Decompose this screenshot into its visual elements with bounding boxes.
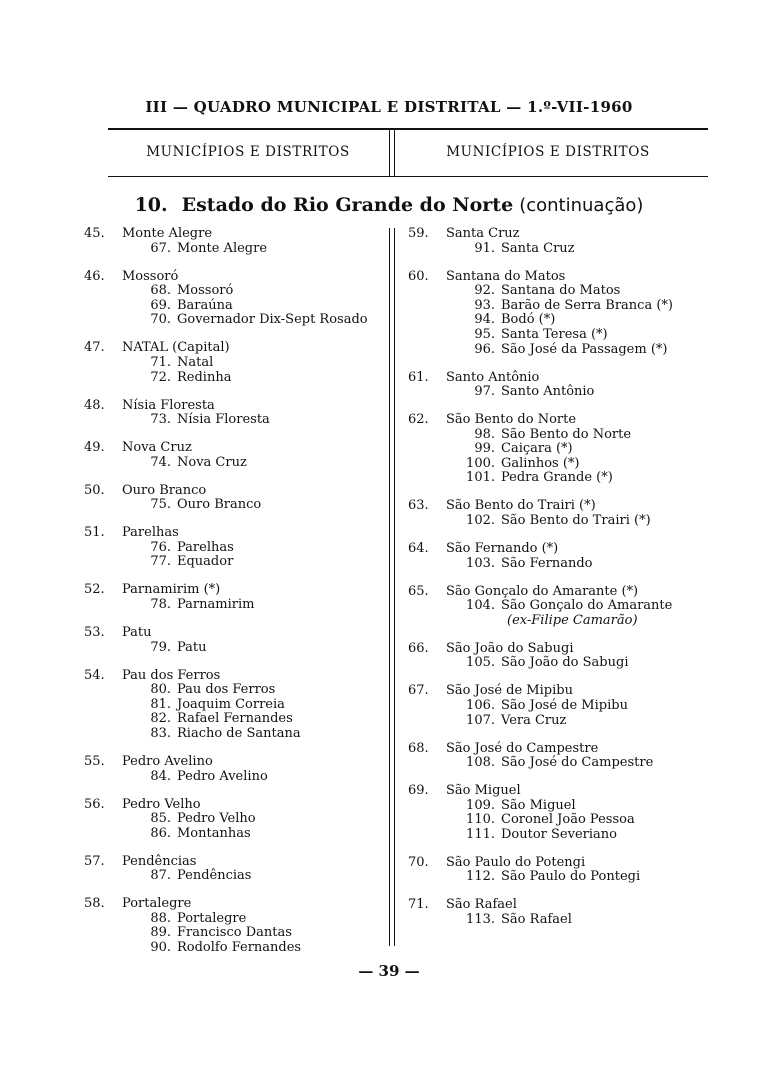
section-number: 10. (134, 194, 168, 216)
municipality-name: Patu (122, 625, 152, 640)
district-name: Vera Cruz (501, 712, 567, 728)
municipality-entry (408, 371, 708, 400)
district-number: 68. (150, 283, 171, 299)
municipality-number: 68. (408, 740, 429, 756)
district-number: 92. (474, 283, 495, 299)
district-number: 90. (150, 940, 171, 956)
municipality-entry (84, 755, 384, 784)
municipality-entry (408, 413, 708, 486)
municipality-name: Mossoró (122, 268, 179, 284)
municipality-name: Pendências (122, 853, 197, 869)
section-title (0, 194, 778, 216)
district-number: 89. (150, 925, 171, 941)
district-line (84, 413, 384, 428)
district-line (408, 557, 708, 572)
district-number: 78. (150, 597, 171, 613)
district-name: São Rafael (501, 912, 572, 928)
district-name: Equador (177, 554, 234, 570)
municipality-line (408, 585, 708, 600)
district-line (408, 828, 708, 843)
municipality-name: Santana do Matos (446, 268, 566, 284)
district-number: 91. (474, 240, 495, 256)
column-heading-rule (108, 176, 708, 177)
district-number: 101. (466, 470, 495, 486)
district-number: 79. (150, 639, 171, 655)
district-number: 74. (150, 454, 171, 470)
municipality-line (84, 669, 384, 684)
municipality-number: 64. (408, 541, 429, 557)
municipality-number: 49. (84, 440, 105, 456)
municipality-line (408, 542, 708, 557)
district-number: 86. (150, 825, 171, 841)
district-number: 102. (466, 513, 495, 529)
district-line (84, 698, 384, 713)
municipality-number: 52. (84, 582, 105, 598)
municipality-name: Pedro Avelino (122, 753, 213, 769)
municipality-entry (408, 542, 708, 571)
municipality-name: São José do Campestre (446, 740, 599, 756)
municipality-name: Nísia Floresta (122, 397, 215, 413)
district-line (408, 599, 708, 614)
district-number: 97. (474, 384, 495, 400)
district-number: 70. (150, 312, 171, 328)
district-number: 87. (150, 868, 171, 884)
district-name: Montanhas (177, 825, 251, 841)
district-name: São Fernando (501, 555, 593, 571)
district-name: São Miguel (501, 797, 576, 813)
municipality-number: 54. (84, 667, 105, 683)
district-line (84, 313, 384, 328)
district-line (408, 699, 708, 714)
district-line (84, 926, 384, 941)
district-name: São Gonçalo do Amarante (501, 598, 673, 614)
municipality-line (84, 798, 384, 813)
municipality-name: Pau dos Ferros (122, 667, 221, 683)
municipality-number: 71. (408, 897, 429, 913)
district-number: 100. (466, 455, 495, 471)
district-name: Nísia Floresta (177, 412, 270, 428)
municipality-number: 62. (408, 412, 429, 428)
district-name: Pedro Velho (177, 811, 256, 827)
district-name: Santana do Matos (501, 283, 621, 299)
district-line (84, 541, 384, 556)
district-number: 93. (474, 297, 495, 313)
district-name: Nova Cruz (177, 454, 247, 470)
municipality-entry (408, 742, 708, 771)
municipality-entry (84, 626, 384, 655)
district-number: 81. (150, 696, 171, 712)
district-name: Joaquim Correia (177, 696, 285, 712)
municipality-line (408, 371, 708, 386)
municipality-entry (408, 642, 708, 671)
district-name: Governador Dix-Sept Rosado (177, 312, 368, 328)
district-name: Pedro Avelino (177, 768, 268, 784)
district-number: 88. (150, 910, 171, 926)
municipality-line (84, 897, 384, 912)
district-number: 95. (474, 326, 495, 342)
municipality-entry (84, 270, 384, 328)
district-line (408, 756, 708, 771)
section-name: Estado do Rio Grande do Norte (181, 194, 514, 216)
municipality-line (408, 642, 708, 657)
municipality-number: 59. (408, 226, 429, 241)
district-line (408, 442, 708, 457)
right-column (408, 227, 708, 941)
district-number: 98. (474, 426, 495, 442)
municipality-line (84, 855, 384, 870)
column-heading-right: MUNICÍPIOS E DISTRITOS (446, 144, 650, 160)
district-number: 103. (466, 555, 495, 571)
municipality-number: 63. (408, 498, 429, 514)
district-line (408, 313, 708, 328)
district-name: Barão de Serra Branca (*) (501, 297, 673, 313)
municipality-line (84, 227, 384, 242)
district-line (84, 812, 384, 827)
district-line (84, 727, 384, 742)
district-line (408, 913, 708, 928)
district-line (408, 799, 708, 814)
district-number: 110. (466, 812, 495, 828)
district-number: 76. (150, 539, 171, 555)
municipality-line (84, 526, 384, 541)
municipality-name: São João do Sabugi (446, 640, 574, 656)
district-name: Riacho de Santana (177, 725, 301, 741)
district-line (84, 941, 384, 956)
district-line (84, 827, 384, 842)
district-name: Bodó (*) (501, 312, 556, 328)
municipality-entry (408, 499, 708, 528)
district-line (84, 712, 384, 727)
municipality-line (84, 441, 384, 456)
municipality-entry (84, 399, 384, 428)
district-name: São Paulo do Pontegi (501, 869, 641, 885)
municipality-number: 55. (84, 753, 105, 769)
municipality-name: Parelhas (122, 525, 179, 541)
municipality-line (408, 684, 708, 699)
district-number: 83. (150, 725, 171, 741)
municipality-entry (84, 798, 384, 842)
district-line (84, 456, 384, 471)
district-name: São José do Campestre (501, 755, 654, 771)
municipality-number: 69. (408, 783, 429, 799)
municipality-number: 60. (408, 268, 429, 284)
municipality-entry (408, 270, 708, 358)
municipality-entry (84, 855, 384, 884)
municipality-name: Portalegre (122, 896, 192, 912)
district-name: Patu (177, 639, 207, 655)
district-line (84, 284, 384, 299)
municipality-number: 48. (84, 397, 105, 413)
municipality-number: 70. (408, 854, 429, 870)
district-line (84, 641, 384, 656)
district-line (408, 428, 708, 443)
district-number: 71. (150, 354, 171, 370)
municipality-number: 58. (84, 896, 105, 912)
district-name: Santo Antônio (501, 384, 595, 400)
municipality-name: Santo Antônio (446, 369, 540, 385)
municipality-entry (84, 341, 384, 385)
municipality-line (84, 626, 384, 641)
district-line (84, 869, 384, 884)
district-number: 104. (466, 598, 495, 614)
municipality-number: 51. (84, 525, 105, 541)
district-name: São José da Passagem (*) (501, 341, 668, 357)
municipality-line (408, 227, 708, 242)
district-name: São Bento do Trairi (*) (501, 513, 651, 529)
municipality-name: Nova Cruz (122, 440, 192, 456)
district-number: 72. (150, 369, 171, 385)
district-number: 77. (150, 554, 171, 570)
column-headings (108, 130, 708, 176)
district-line (408, 328, 708, 343)
municipality-entry (84, 227, 384, 256)
district-line (408, 813, 708, 828)
district-line (408, 656, 708, 671)
municipality-line (84, 270, 384, 285)
municipality-line (84, 583, 384, 598)
municipality-name: Ouro Branco (122, 482, 207, 498)
municipality-name: São Fernando (*) (446, 541, 559, 557)
municipality-name: São Bento do Norte (446, 412, 577, 428)
district-number: 113. (466, 912, 495, 928)
district-name: Pendências (177, 868, 252, 884)
district-number: 82. (150, 711, 171, 727)
district-name: Rodolfo Fernandes (177, 940, 302, 956)
district-line (84, 770, 384, 785)
municipality-entry (84, 583, 384, 612)
municipality-entry (408, 784, 708, 842)
page-header: III — QUADRO MUNICIPAL E DISTRITAL — 1.º-VII-1960 (145, 98, 633, 116)
district-line (408, 714, 708, 729)
municipality-entry (84, 484, 384, 513)
municipality-name: Monte Alegre (122, 226, 213, 241)
municipality-entry (408, 856, 708, 885)
district-line (84, 555, 384, 570)
district-name: Santa Cruz (501, 240, 575, 256)
district-name: Portalegre (177, 910, 247, 926)
left-column (84, 227, 384, 969)
municipality-entry (408, 227, 708, 256)
district-number: 85. (150, 811, 171, 827)
district-line (408, 242, 708, 257)
district-line (84, 356, 384, 371)
municipality-entry (408, 898, 708, 927)
district-name: Doutor Severiano (501, 826, 617, 842)
municipality-number: 47. (84, 340, 105, 356)
municipality-name: São Gonçalo do Amarante (*) (446, 583, 639, 599)
district-number: 80. (150, 682, 171, 698)
municipality-name: Pedro Velho (122, 796, 201, 812)
district-line (84, 598, 384, 613)
district-name: São João do Sabugi (501, 655, 629, 671)
district-number: 105. (466, 655, 495, 671)
municipality-line (408, 270, 708, 285)
district-name: Francisco Dantas (177, 925, 292, 941)
district-number: 108. (466, 755, 495, 771)
municipality-number: 66. (408, 640, 429, 656)
municipality-name: São Miguel (446, 783, 521, 799)
municipality-number: 57. (84, 853, 105, 869)
municipality-name: Parnamirim (*) (122, 582, 221, 598)
municipality-line (408, 499, 708, 514)
municipality-entry (84, 441, 384, 470)
municipality-number: 45. (84, 226, 105, 241)
district-line (84, 371, 384, 386)
column-divider-header (389, 130, 395, 176)
district-number: 109. (466, 797, 495, 813)
municipality-number: 65. (408, 583, 429, 599)
municipality-line (84, 399, 384, 414)
municipality-number: 56. (84, 796, 105, 812)
district-name: Natal (177, 354, 214, 370)
district-line (408, 870, 708, 885)
page-number: — 39 — (358, 962, 420, 980)
municipality-line (408, 898, 708, 913)
district-line (408, 457, 708, 472)
municipality-line (84, 484, 384, 499)
municipality-line (408, 856, 708, 871)
district-name: São Bento do Norte (501, 426, 632, 442)
column-heading-left: MUNICÍPIOS E DISTRITOS (146, 144, 350, 160)
district-number: 84. (150, 768, 171, 784)
district-line (408, 299, 708, 314)
district-name: Baraúna (177, 297, 233, 313)
district-number: 99. (474, 441, 495, 457)
municipality-entry (84, 669, 384, 742)
district-name: São José de Mipibu (501, 697, 628, 713)
municipality-line (84, 341, 384, 356)
district-note: (ex-Filipe Camarão) (507, 612, 638, 628)
municipality-line (408, 413, 708, 428)
district-line (408, 471, 708, 486)
section-continuation: (continuação) (519, 195, 644, 216)
district-number: 112. (466, 869, 495, 885)
municipality-entry (84, 897, 384, 955)
district-name: Parnamirim (177, 597, 255, 613)
district-line (84, 683, 384, 698)
municipality-number: 46. (84, 268, 105, 284)
district-name: Pau dos Ferros (177, 682, 276, 698)
column-divider (389, 228, 395, 946)
district-name: Caiçara (*) (501, 441, 573, 457)
district-line (408, 385, 708, 400)
district-name: Ouro Branco (177, 497, 262, 513)
district-name: Santa Teresa (*) (501, 326, 608, 342)
municipality-entry (84, 526, 384, 570)
district-name: Rafael Fernandes (177, 711, 293, 727)
municipality-entry (408, 585, 708, 629)
district-name: Galinhos (*) (501, 455, 580, 471)
district-line (408, 514, 708, 529)
municipality-number: 50. (84, 482, 105, 498)
district-number: 69. (150, 297, 171, 313)
district-line (84, 299, 384, 314)
district-number: 67. (150, 240, 171, 256)
district-number: 94. (474, 312, 495, 328)
district-name: Parelhas (177, 539, 234, 555)
district-number: 106. (466, 697, 495, 713)
district-name: Mossoró (177, 283, 234, 299)
municipality-name: São Paulo do Potengi (446, 854, 586, 870)
municipality-name: Santa Cruz (446, 226, 520, 241)
municipality-line (84, 755, 384, 770)
district-line (408, 284, 708, 299)
district-number: 73. (150, 412, 171, 428)
district-line (84, 912, 384, 927)
district-line (408, 343, 708, 358)
municipality-name: São Rafael (446, 897, 517, 913)
municipality-name: São José de Mipibu (446, 683, 573, 699)
district-line (84, 242, 384, 257)
municipality-name: São Bento do Trairi (*) (446, 498, 596, 514)
district-number: 107. (466, 712, 495, 728)
municipality-line (408, 784, 708, 799)
district-name: Monte Alegre (177, 240, 268, 256)
district-number: 75. (150, 497, 171, 513)
district-line (84, 498, 384, 513)
district-name: Pedra Grande (*) (501, 470, 613, 486)
municipality-number: 61. (408, 369, 429, 385)
municipality-number: 67. (408, 683, 429, 699)
municipality-entry (408, 684, 708, 728)
district-name: Coronel João Pessoa (501, 812, 635, 828)
district-name: Redinha (177, 369, 232, 385)
municipality-line (408, 742, 708, 757)
municipality-name: NATAL (Capital) (122, 340, 230, 356)
municipality-number: 53. (84, 625, 105, 640)
district-number: 111. (466, 826, 495, 842)
district-number: 96. (474, 341, 495, 357)
